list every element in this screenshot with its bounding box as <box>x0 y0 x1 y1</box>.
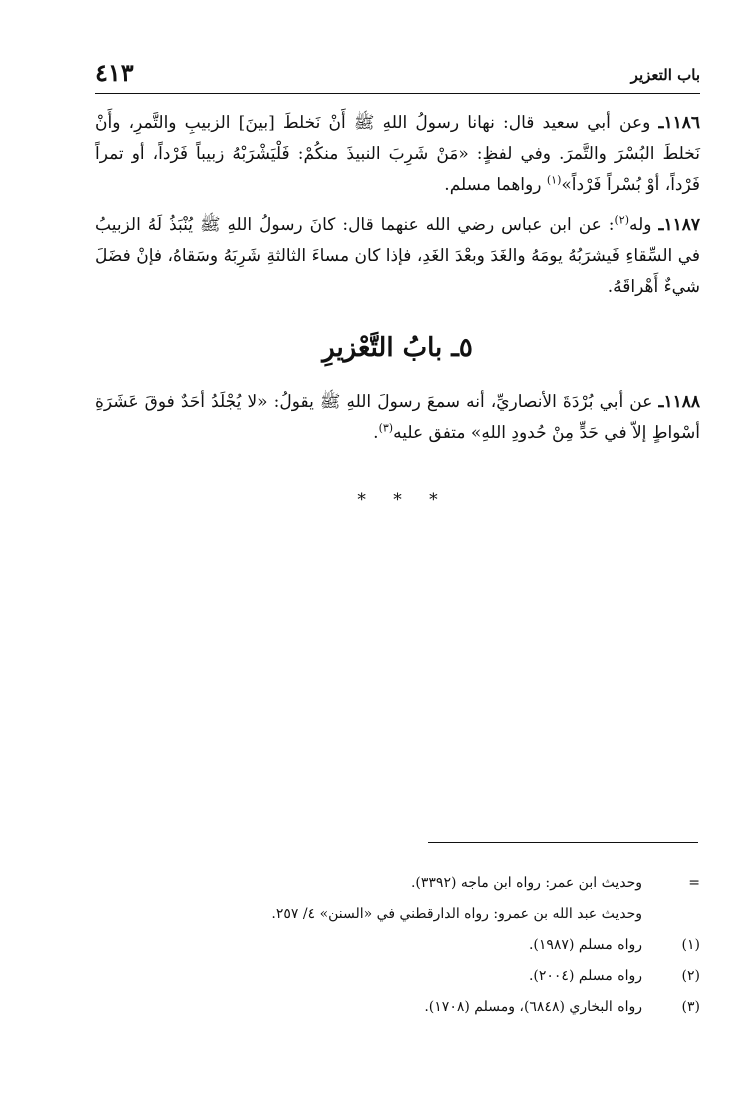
footnote-ref: (١) <box>546 173 562 187</box>
hadith-text: عن أبي بُرْدَةَ الأنصاريِّ، أنه سمعَ رسولَ اللهِ ﷺ يقولُ: «لا يُجْلَدُ أحَدٌ فوقَ عَشَرَةِ أسْواطٍ إلاّ في حَدٍّ مِنْ حُدودِ اللهِ» متفق عليه <box>95 392 700 443</box>
footnotes <box>95 868 700 1023</box>
hadith-number: ١١٨٦ـ <box>658 113 700 133</box>
footnote-text: وحديث ابن عمر: رواه ابن ماجه (٣٣٩٢). <box>410 875 642 891</box>
page-header <box>95 58 700 92</box>
page-number: ٤١٣ <box>95 58 134 87</box>
footnote-3 <box>95 992 700 1023</box>
hadith-number: ١١٨٨ـ <box>658 392 700 412</box>
footnote-2 <box>95 961 700 992</box>
hadith-text: وله <box>629 215 652 235</box>
footnote-text: رواه البخاري (٦٨٤٨)، ومسلم (١٧٠٨). <box>424 999 642 1015</box>
footnote-mark: = <box>688 875 700 891</box>
footnote-ref: (٣) <box>378 421 394 435</box>
footnote-text: رواه مسلم (١٩٨٧). <box>528 937 642 953</box>
header-rule <box>95 93 700 94</box>
footnote-rule <box>428 842 698 843</box>
footnote-mark: (٣) <box>681 999 700 1015</box>
hadith-text: وعن أبي سعيد قال: نهانا رسولُ اللهِ ﷺ أَنْ نَخلطَ [بينَ] الزبيبِ والتَّمرِ، وأَنْ نَخلطَ البُسْرَ والتَّمرَ. وفي لفظٍ: «مَنْ شَرِبَ النبيذَ منكُمْ: فَلْيَشْرَبْهُ زبيباً فَرْداً، أو تمراً فَرْداً، أوْ بُسْراً فَرْداً» <box>95 113 700 195</box>
footnote-mark: (٢) <box>681 968 700 984</box>
footnote-1 <box>95 930 700 961</box>
hadith-tail: رواهما مسلم. <box>444 175 547 195</box>
footnote-continuation-1 <box>95 868 700 899</box>
footnote-text: رواه مسلم (٢٠٠٤). <box>528 968 642 984</box>
section-separator: * * * <box>357 490 438 510</box>
running-title: باب التعزير <box>630 66 700 84</box>
hadith-paragraph-1186 <box>95 108 700 201</box>
main-text <box>95 108 700 516</box>
footnote-mark: (١) <box>681 937 700 953</box>
hadith-number: ١١٨٧ـ <box>658 215 700 235</box>
chapter-title: ٥ـ بابُ التَّعْزيرِ <box>322 333 473 363</box>
hadith-paragraph-1187 <box>95 210 700 303</box>
hadith-tail: . <box>373 423 379 443</box>
footnote-ref: (٢) <box>614 213 629 227</box>
hadith-paragraph-1188 <box>95 387 700 449</box>
footnote-continuation-2 <box>95 899 700 930</box>
hadith-tail: : عن ابن عباس رضي الله عنهما قال: كانَ رسولُ اللهِ ﷺ يُنْبَذُ لَهُ الزبيبُ في السِّقاءِ فَيشرَبُهُ يومَهُ والغَدَ وبعْدَ الغَدِ، فإذا كان مساءَ الثالثةِ شَرِبَهُ وسَقاهُ، فإنْ فضَلَ شيءٌ أَهْراقَهُ. <box>95 215 700 297</box>
footnote-text: وحديث عبد الله بن عمرو: رواه الدارقطني في «السنن» ٤/ ٢٥٧. <box>271 906 642 922</box>
